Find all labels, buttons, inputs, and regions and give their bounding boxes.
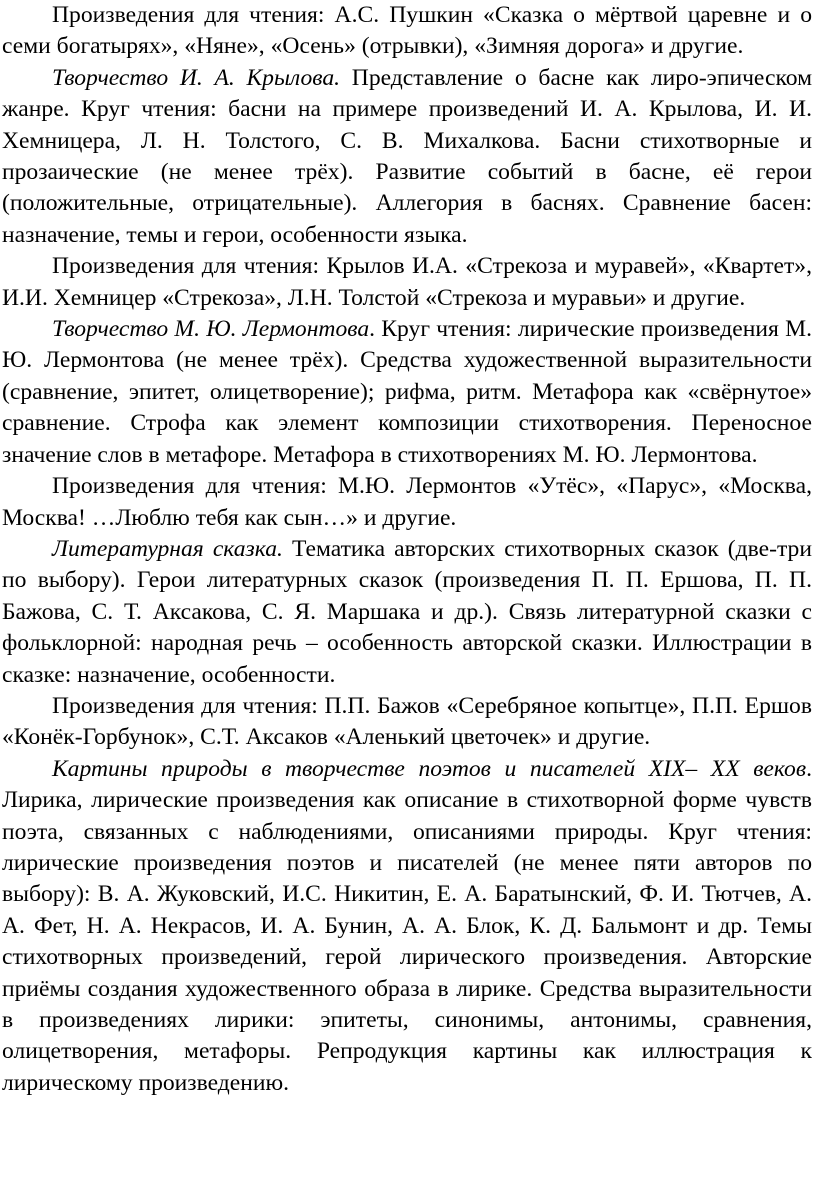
paragraph-krylov-reading: [2, 251, 812, 314]
paragraph-text: Произведения для чтения: Крылов И.А. «Стрекоза и муравей», «Квартет», И.И. Хемницер «Стрекоза», Л.Н. Толстой «Стрекоза и муравьи» и другие.: [2, 253, 812, 311]
paragraph-heading: Творчество И. А. Крылова.: [52, 64, 341, 91]
paragraph-text: Произведения для чтения: М.Ю. Лермонтов «Утёс», «Парус», «Москва, Москва! …Люблю тебя как сын…» и другие.: [2, 473, 812, 531]
paragraph-pushkin-reading: [2, 0, 812, 63]
paragraph-lermontov-reading: [2, 471, 812, 534]
paragraph-text: Произведения для чтения: П.П. Бажов «Серебряное копытце», П.П. Ершов «Конёк-Горбунок», С.Т. Аксаков «Аленький цветочек» и другие.: [2, 692, 812, 751]
paragraph-heading: Творчество М. Ю. Лермонтова: [52, 316, 370, 343]
paragraph-text: Тематика авторских стихотворных сказок (две-три по выбору). Герои литературных сказок (произведения П. П. Ершова, П. П. Бажова, С. Т. Аксакова, С. Я. Маршака и др.). Связь литературной сказки с фольклорной: народная речь – особенность авторской сказки. Иллюстрации в сказке: назначение, особенности.: [2, 535, 812, 688]
paragraph-literary-tale: [2, 534, 812, 691]
paragraph-heading: Картины природы в творчестве поэтов и писателей XIX– XX веков: [52, 755, 807, 782]
paragraph-heading: Литературная сказка.: [52, 535, 283, 562]
paragraph-nature-lyrics: [2, 754, 812, 1099]
paragraph-tale-reading: [2, 691, 812, 754]
paragraph-lermontov: [2, 314, 812, 471]
paragraph-text: Произведения для чтения: А.С. Пушкин «Сказка о мёртвой царевне и о семи богатырях», «Няне», «Осень» (отрывки), «Зимняя дорога» и другие.: [2, 2, 812, 60]
paragraph-text: . Круг чтения: лирические произведения М. Ю. Лермонтова (не менее трёх). Средства художественной выразительности (сравнение, эпитет, олицетворение); рифма, ритм. Метафора как «свёрнутое» сравнение. Строфа как элемент композиции стихотворения. Переносное значение слов в метафоре. Метафора в стихотворениях М. Ю. Лермонтова.: [2, 316, 812, 468]
paragraph-krylov: [2, 63, 812, 251]
paragraph-text: Представление о басне как лиро-эпическом жанре. Круг чтения: басни на примере произведений И. А. Крылова, И. И. Хемницера, Л. Н. Толстого, С. В. Михалкова. Басни стихотворные и прозаические (не менее трёх). Развитие событий в басне, её герои (положительные, отрицательные). Аллегория в баснях. Сравнение басен: назначение, темы и герои, особенности языка.: [2, 64, 813, 248]
paragraph-text: . Лирика, лирические произведения как описание в стихотворной форме чувств поэта, связанных с наблюдениями, описаниями природы. Круг чтения: лирические произведения поэтов и писателей (не менее пяти авторов по выбору): В. А. Жуковский, И.С. Никитин, Е. А. Баратынский, Ф. И. Тютчев, А. А. Фет, Н. А. Некрасов, И. А. Бунин, А. А. Блок, К. Д. Бальмонт и др. Темы стихотворных произведений, герой лирического произведения. Авторские приёмы создания художественного образа в лирике. Средства выразительности в произведениях лирики: эпитеты, синонимы, антонимы, сравнения, олицетворения, метафоры. Репродукция картины как иллюстрация к лирическому произведению.: [2, 755, 812, 1096]
